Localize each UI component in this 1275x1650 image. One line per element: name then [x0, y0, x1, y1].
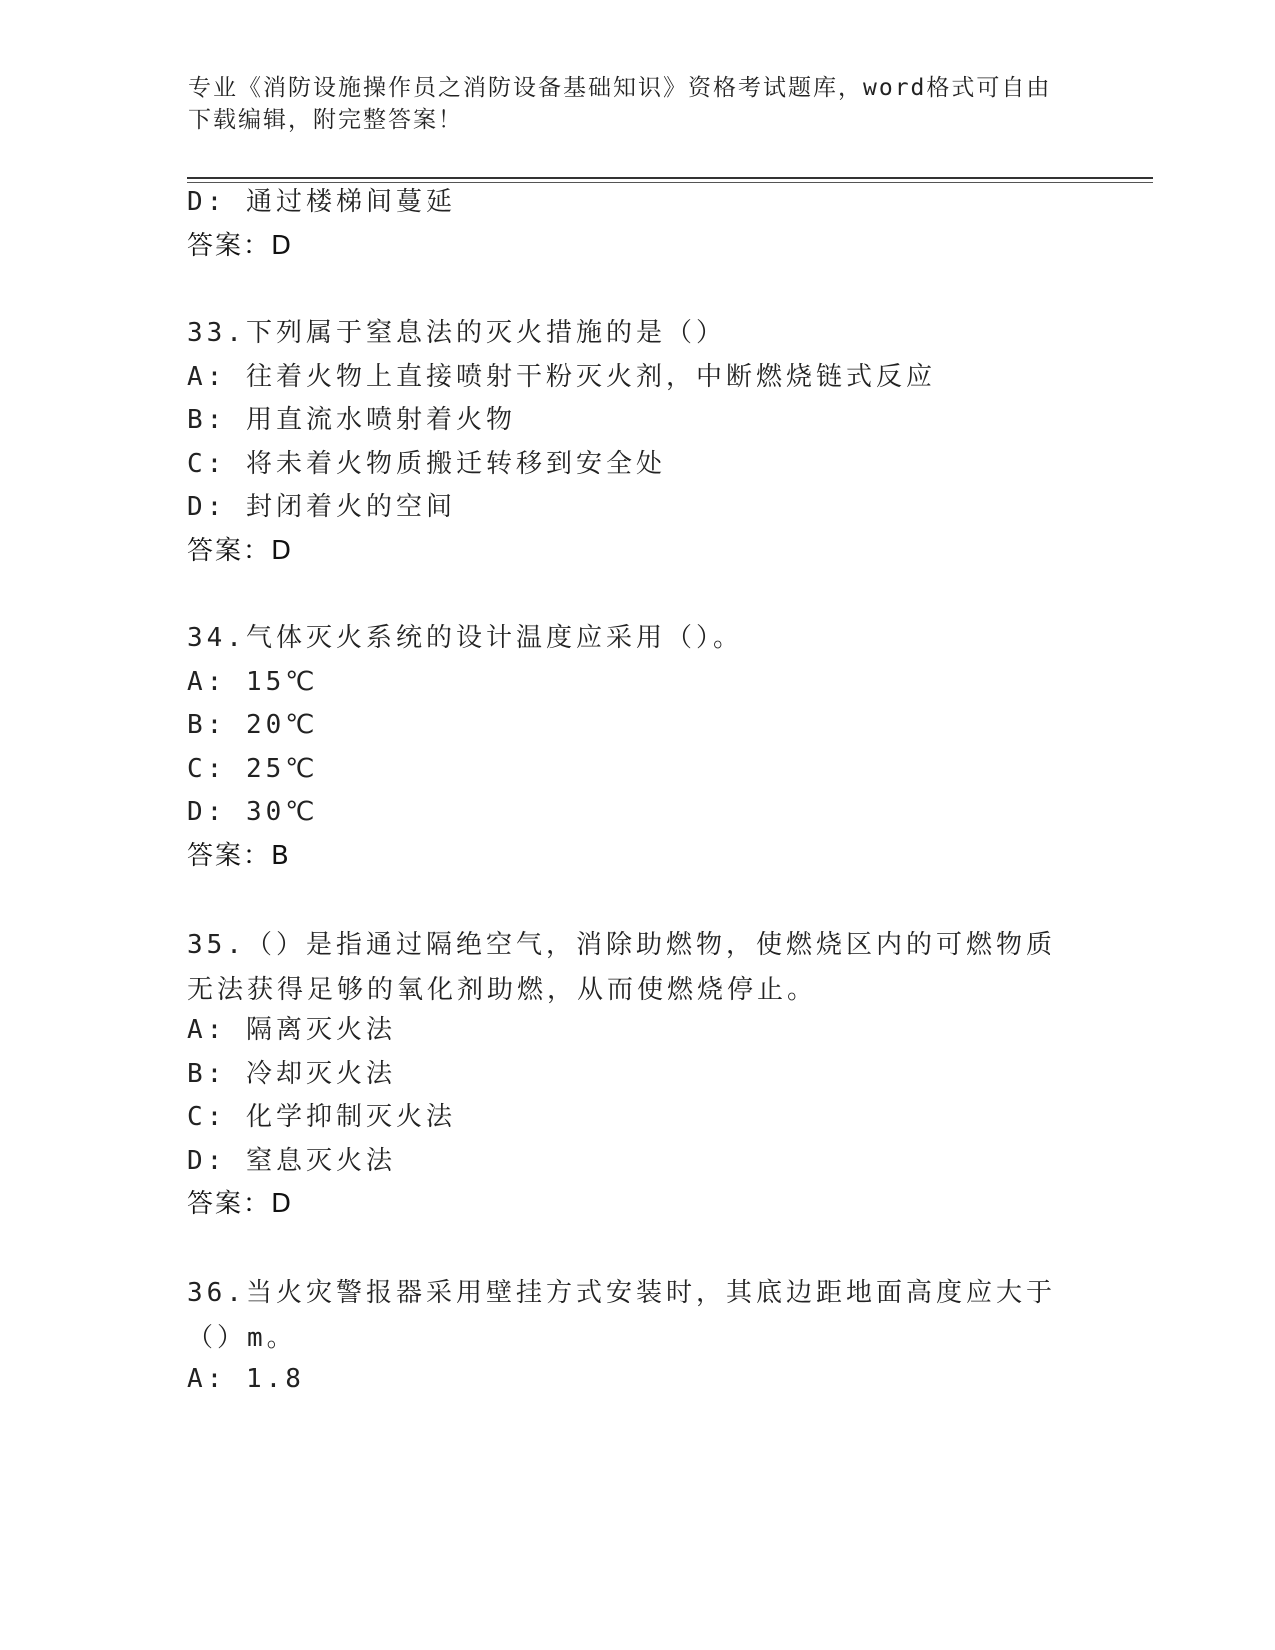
q33-option-d: D: 封闭着火的空间 [187, 492, 456, 522]
q33-option-b: B: 用直流水喷射着火物 [187, 405, 516, 435]
prev-option-d: D: 通过楼梯间蔓延 [187, 187, 456, 217]
q35-stem: 35.（）是指通过隔绝空气，消除助燃物，使燃烧区内的可燃物质无法获得足够的氧化剂助燃，从而使燃烧停止。 [187, 930, 1056, 1005]
prev-answer: 答案：D [187, 231, 294, 261]
q34-stem: 34.气体灭火系统的设计温度应采用（）。 [187, 623, 743, 653]
document-header: 专业《消防设施操作员之消防设备基础知识》资格考试题库，word格式可自由下载编辑，附完整答案！ [188, 75, 1052, 133]
q34-option-d: D: 30℃ [187, 797, 319, 827]
q34-option-b: B: 20℃ [187, 710, 319, 740]
q36-option-a: A: 1.8 [187, 1364, 305, 1394]
q35-option-d: D: 窒息灭火法 [187, 1146, 396, 1176]
q33-option-c: C: 将未着火物质搬迁转移到安全处 [187, 449, 666, 479]
q35-option-a: A: 隔离灭火法 [187, 1015, 396, 1045]
header-divider-thin [187, 182, 1153, 183]
q34-option-c: C: 25℃ [187, 754, 319, 784]
q35-answer: 答案：D [187, 1189, 294, 1219]
q33-option-a: A: 往着火物上直接喷射干粉灭火剂，中断燃烧链式反应 [187, 362, 936, 392]
q35-option-c: C: 化学抑制灭火法 [187, 1102, 456, 1132]
q33-answer: 答案：D [187, 536, 294, 566]
q35-option-b: B: 冷却灭火法 [187, 1059, 396, 1089]
q33-stem: 33.下列属于窒息法的灭火措施的是（） [187, 318, 726, 348]
q36-stem: 36.当火灾警报器采用壁挂方式安装时，其底边距地面高度应大于（）m。 [187, 1278, 1056, 1353]
q34-answer: 答案：B [187, 841, 291, 871]
q34-option-a: A: 15℃ [187, 667, 319, 697]
header-divider-thick [187, 177, 1153, 179]
